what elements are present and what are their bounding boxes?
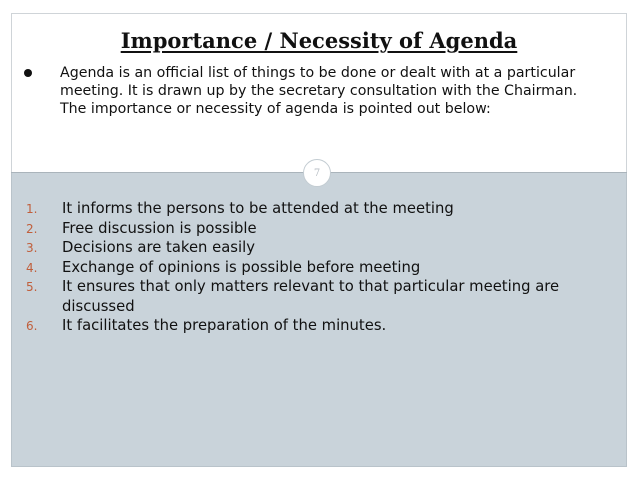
list-item: [0, 238, 638, 258]
list-item-number: 2.: [26, 221, 38, 236]
list-item-text: Decisions are taken easily: [62, 239, 255, 256]
list-item-number: 4.: [26, 260, 38, 275]
list-item-number: 3.: [26, 241, 38, 255]
list-item: [0, 219, 638, 239]
points-list: [0, 199, 638, 336]
list-item-text: Free discussion is possible: [62, 219, 257, 237]
list-item: [0, 277, 638, 316]
intro-paragraph: Agenda is an official list of things to be done or dealt with at a particular meeting. It is drawn up by the secretary consultation with the Chairman. The importance or necessity of agenda is pointed out below:: [60, 65, 578, 117]
list-item-text: It ensures that only matters relevant to that particular meeting are discussed: [62, 278, 560, 315]
list-item-text: It facilitates the preparation of the minutes.: [62, 317, 387, 334]
list-item-number: 6.: [26, 319, 38, 333]
list-item: [0, 316, 638, 336]
bullet-icon: [24, 69, 32, 77]
list-item: [0, 258, 638, 278]
list-item-text: It informs the persons to be attended at the meeting: [62, 200, 454, 217]
page-number-badge: 7: [303, 159, 331, 187]
slide-title: Importance / Necessity of Agenda: [120, 28, 518, 53]
list-item-number: 1.: [26, 202, 38, 216]
list-item-number: 5.: [26, 280, 38, 294]
list-item: [0, 199, 638, 219]
list-item-text: Exchange of opinions is possible before meeting: [62, 258, 421, 276]
